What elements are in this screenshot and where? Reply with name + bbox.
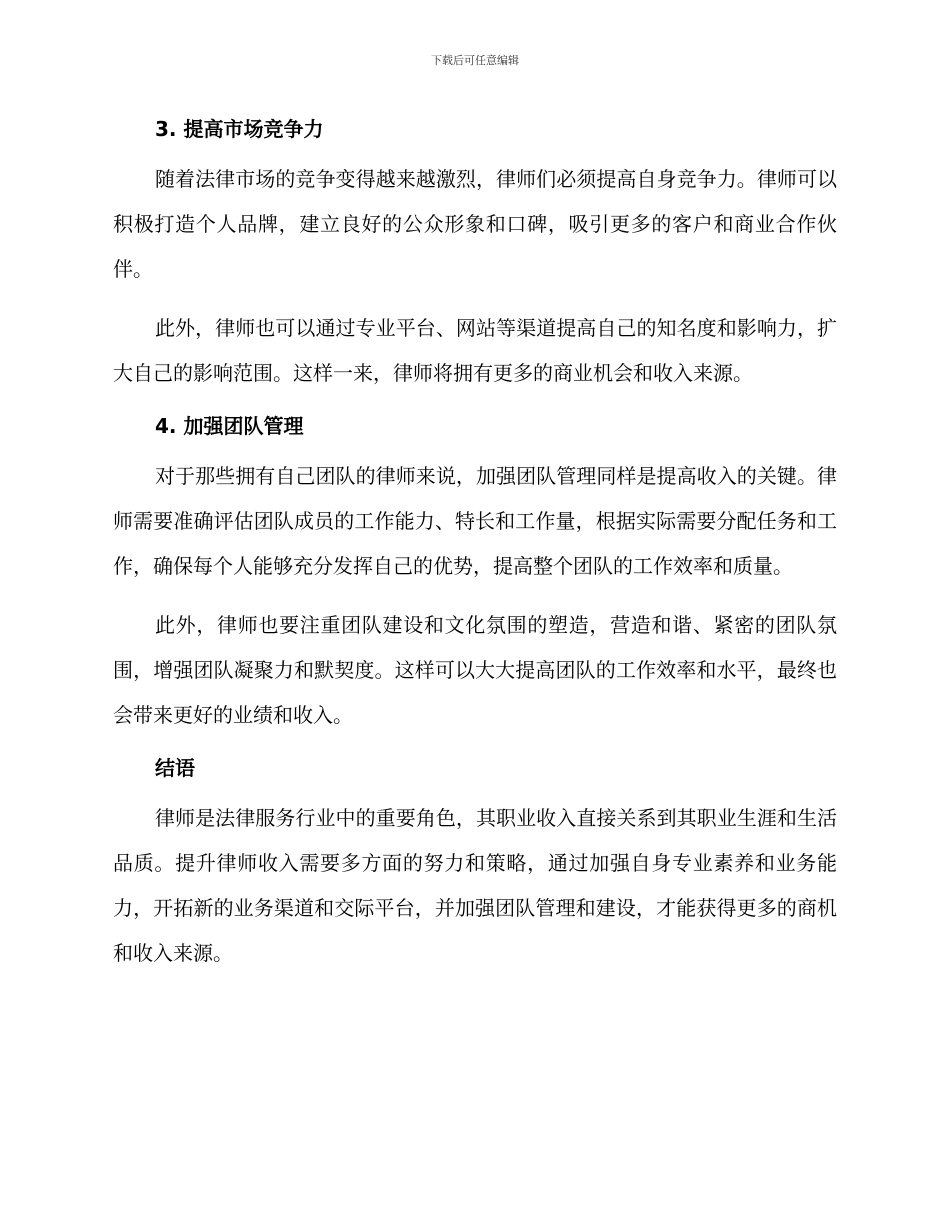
- document-body: [113, 113, 837, 976]
- section-heading-competitiveness: 3. 提高市场竞争力: [155, 117, 324, 141]
- paragraph: 此外，律师也要注重团队建设和文化氛围的塑造，营造和谐、紧密的团队氛围，增强团队凝聚力和默契度。这样可以大大提高团队的工作效率和水平，最终也会带来更好的业绩和收入。: [113, 613, 837, 727]
- section-heading-team-management: 4. 加强团队管理: [155, 414, 304, 438]
- paragraph: 随着法律市场的竞争变得越来越激烈，律师们必须提高自身竞争力。律师可以积极打造个人品牌，建立良好的公众形象和口碑，吸引更多的客户和商业合作伙伴。: [113, 167, 837, 281]
- section-heading-conclusion: 结语: [155, 756, 195, 780]
- paragraph: 律师是法律服务行业中的重要角色，其职业收入直接关系到其职业生涯和生活品质。提升律师收入需要多方面的努力和策略，通过加强自身专业素养和业务能力，开拓新的业务渠道和交际平台，并加强团队管理和建设，才能获得更多的商机和收入来源。: [113, 806, 837, 965]
- paragraph: 此外，律师也可以通过专业平台、网站等渠道提高自己的知名度和影响力，扩大自己的影响范围。这样一来，律师将拥有更多的商业机会和收入来源。: [113, 316, 837, 385]
- header-note: 下载后可任意编辑: [431, 54, 519, 67]
- paragraph: 对于那些拥有自己团队的律师来说，加强团队管理同样是提高收入的关键。律师需要准确评估团队成员的工作能力、特长和工作量，根据实际需要分配任务和工作，确保每个人能够充分发挥自己的优势，提高整个团队的工作效率和质量。: [113, 464, 837, 578]
